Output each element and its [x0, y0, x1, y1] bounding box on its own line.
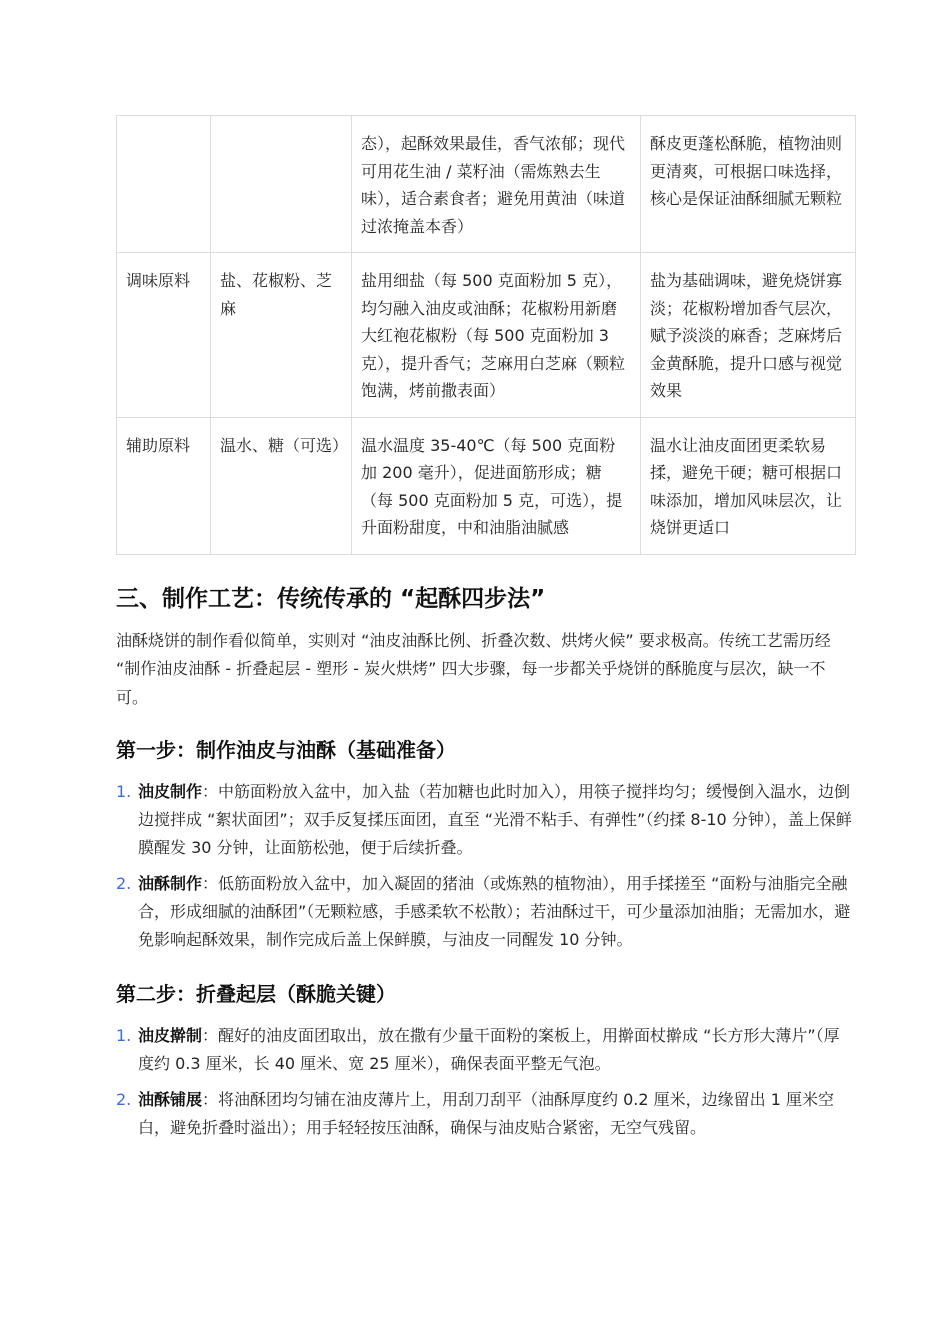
table-cell-effect: 温水让油皮面团更柔软易揉，避免干硬；糖可根据口味添加，增加风味层次，让烧饼更适口 — [641, 417, 856, 554]
table-cell-items: 温水、糖（可选） — [211, 417, 352, 554]
step1-heading: 第一步：制作油皮与油酥（基础准备） — [116, 738, 456, 762]
ingredients-table — [116, 115, 856, 555]
list-text: ：中筋面粉放入盆中，加入盐（若加糖也此时加入），用筷子搅拌均匀；缓慢倒入温水，边倒边搅拌成 “絮状面团”；双手反复揉压面团，直至 “光滑不粘手、有弹性”（约揉 8-10 分钟），盖上保鲜膜醒发 30 分钟，让面筋松弛，便于后续折叠。 — [138, 782, 852, 857]
table-row — [117, 116, 856, 253]
list-item — [116, 778, 855, 862]
section3-heading: 三、制作工艺：传统传承的 “起酥四步法” — [116, 585, 546, 612]
list-term: 油酥铺展 — [138, 1090, 203, 1109]
list-number: 2. — [116, 1090, 132, 1109]
list-number: 1. — [116, 782, 132, 801]
step2-heading: 第二步：折叠起层（酥脆关键） — [116, 982, 396, 1006]
list-item — [116, 870, 855, 954]
list-term: 油皮擀制 — [138, 1026, 203, 1045]
table-row — [117, 253, 856, 418]
list-term: 油皮制作 — [138, 782, 203, 801]
section3-intro: 油酥烧饼的制作看似简单，实则对 “油皮油酥比例、折叠次数、烘烤火候” 要求极高。传统工艺需历经 “制作油皮油酥 - 折叠起层 - 塑形 - 炭火烘烤” 四大步骤，每一步都关乎烧饼的酥脆度与层次，缺一不可。 — [116, 630, 831, 707]
table-cell-items — [211, 116, 352, 253]
table-cell-effect: 酥皮更蓬松酥脆，植物油则更清爽，可根据口味选择，核心是保证油酥细腻无颗粒 — [641, 116, 856, 253]
list-item — [116, 1022, 855, 1078]
table-cell-detail: 温水温度 35-40℃（每 500 克面粉加 200 毫升），促进面筋形成；糖（每 500 克面粉加 5 克，可选），提升面粉甜度，中和油脂油腻感 — [352, 417, 641, 554]
document-page — [116, 115, 855, 1142]
step2-list — [116, 1022, 855, 1142]
list-text: ：醒好的油皮面团取出，放在撒有少量干面粉的案板上，用擀面杖擀成 “长方形大薄片”（厚度约 0.3 厘米，长 40 厘米、宽 25 厘米），确保表面平整无气泡。 — [138, 1026, 840, 1073]
list-number: 1. — [116, 1026, 132, 1045]
table-row — [117, 417, 856, 554]
table-cell-category: 辅助原料 — [117, 417, 211, 554]
table-cell-category — [117, 116, 211, 253]
list-number: 2. — [116, 874, 132, 893]
table-cell-category: 调味原料 — [117, 253, 211, 418]
list-term: 油酥制作 — [138, 874, 203, 893]
table-cell-items: 盐、花椒粉、芝麻 — [211, 253, 352, 418]
list-text: ：将油酥团均匀铺在油皮薄片上，用刮刀刮平（油酥厚度约 0.2 厘米，边缘留出 1 厘米空白，避免折叠时溢出）；用手轻轻按压油酥，确保与油皮贴合紧密，无空气残留。 — [138, 1090, 834, 1137]
table-cell-effect: 盐为基础调味，避免烧饼寡淡；花椒粉增加香气层次，赋予淡淡的麻香；芝麻烤后金黄酥脆，提升口感与视觉效果 — [641, 253, 856, 418]
table-cell-detail: 态），起酥效果最佳，香气浓郁；现代可用花生油 / 菜籽油（需炼熟去生味），适合素食者；避免用黄油（味道过浓掩盖本香） — [352, 116, 641, 253]
list-item — [116, 1086, 855, 1142]
step1-list — [116, 778, 855, 954]
list-text: ：低筋面粉放入盆中，加入凝固的猪油（或炼熟的植物油），用手揉搓至 “面粉与油脂完全融合，形成细腻的油酥团”（无颗粒感，手感柔软不松散）；若油酥过干，可少量添加油脂；无需加水，避免影响起酥效果，制作完成后盖上保鲜膜，与油皮一同醒发 10 分钟。 — [138, 874, 851, 949]
table-cell-detail: 盐用细盐（每 500 克面粉加 5 克），均匀融入油皮或油酥；花椒粉用新磨大红袍花椒粉（每 500 克面粉加 3 克），提升香气；芝麻用白芝麻（颗粒饱满，烤前撒表面） — [352, 253, 641, 418]
